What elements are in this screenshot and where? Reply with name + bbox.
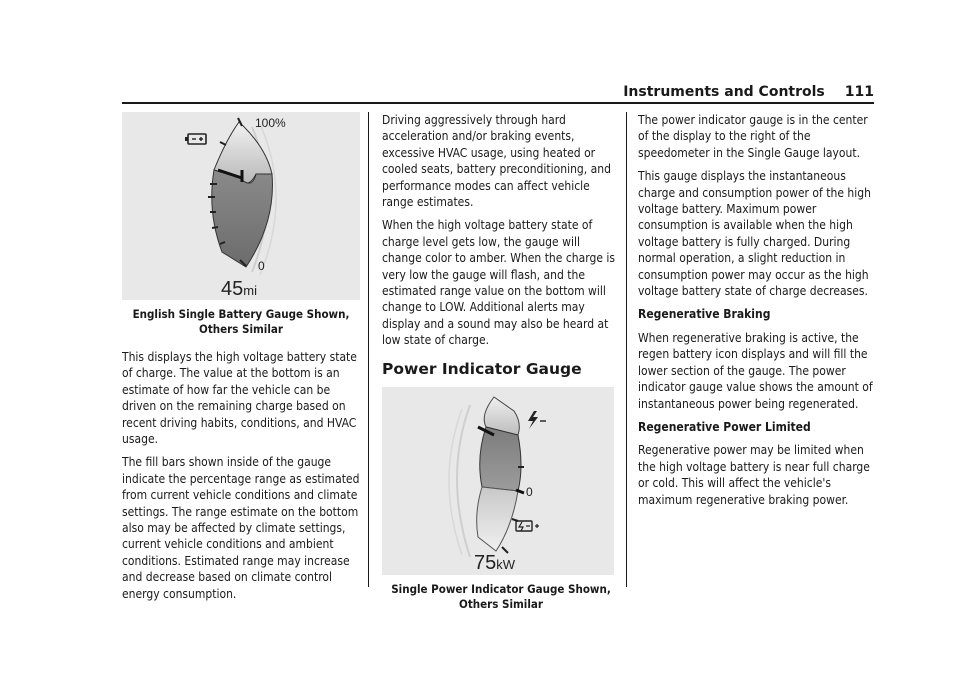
- column-1: [122, 112, 360, 609]
- column-divider-1: [368, 112, 369, 587]
- col2-paragraph-2: When the high voltage battery state of charge level gets low, the gauge will change color to amber. When the charge is very low the gauge will flash, and the estimated range value on the bottom will change to LOW. Additional alerts may display and a sound may also be heard at low state of charge.: [382, 218, 616, 348]
- col3-paragraph-2: This gauge displays the instantaneous charge and consumption power of the high voltage battery. Maximum power consumption is available when the high voltage battery is fully charged. During normal operation, a slight reduction in consumption power may occur as the high voltage battery state of charge decreases.: [638, 169, 871, 299]
- col1-paragraph-1: This displays the high voltage battery state of charge. The value at the bottom is an estimate of how far the vehicle can be driven on the remaining charge based on recent driving habits, conditions, and HVAC usage.: [122, 350, 357, 447]
- battery-gauge-figure: [122, 112, 360, 300]
- power-fill-bottom: [477, 487, 518, 551]
- section-title-power-indicator: Power Indicator Gauge: [382, 359, 582, 378]
- power-gauge-svg: [382, 387, 614, 575]
- column-3: [638, 112, 874, 515]
- subhead-regenerative-braking: Regenerative Braking: [638, 307, 771, 322]
- column-divider-2: [626, 112, 627, 587]
- subhead-regenerative-power-limited: Regenerative Power Limited: [638, 419, 811, 434]
- col1-paragraph-2: The fill bars shown inside of the gauge indicate the percentage range as estimated from current vehicle conditions and climate settings. The range estimate on the bottom also may be affected by climate settings, current vehicle conditions and ambient conditions. Estimated range may increase and decrease based on climate control energy consumption.: [122, 455, 360, 601]
- gauge-value: 45mi: [221, 278, 257, 300]
- gauge-label-top: 100%: [255, 116, 286, 130]
- gauge-fill-lower: [212, 170, 273, 267]
- col3-paragraph-4: Regenerative power may be limited when the high voltage battery is near full charge or cold. This will affect the vehicle's maximum regenerative braking power.: [638, 443, 870, 507]
- col3-paragraph-1: The power indicator gauge is in the center of the display to the right of the speedometer in the Single Gauge layout.: [638, 113, 868, 160]
- power-outer-arc-2: [449, 409, 462, 555]
- power-label-zero: 0: [526, 485, 533, 500]
- header-title: Instruments and Controls: [623, 84, 825, 100]
- power-fill-mid: [480, 427, 521, 491]
- header-rule: [122, 102, 874, 104]
- regen-battery-icon: [516, 521, 539, 531]
- power-outer-arc: [457, 405, 470, 557]
- battery-icon: [185, 134, 206, 144]
- figure-2-caption: Single Power Indicator Gauge Shown, Others Similar: [391, 582, 611, 612]
- gauge-label-bottom: 0: [258, 259, 265, 273]
- power-lightning-icon: [528, 411, 546, 429]
- col2-paragraph-1: Driving aggressively through hard acceleration and/or braking events, excessive HVAC usage, using heated or cooled seats, battery preconditioning, and performance modes can affect vehicle range estimates.: [382, 113, 611, 210]
- battery-gauge-svg: [122, 112, 360, 300]
- col3-paragraph-3: When regenerative braking is active, the regen battery icon displays and will fill the lower section of the gauge. The power indicator gauge value shows the amount of instantaneous power being regenerated.: [638, 330, 873, 411]
- column-2: [382, 112, 620, 624]
- page-number: 111: [844, 84, 874, 100]
- figure-1-caption: English Single Battery Gauge Shown, Others Similar: [132, 307, 350, 336]
- power-value: 75kW: [474, 552, 516, 575]
- power-gauge-figure: [382, 387, 614, 575]
- page-header: [560, 84, 874, 100]
